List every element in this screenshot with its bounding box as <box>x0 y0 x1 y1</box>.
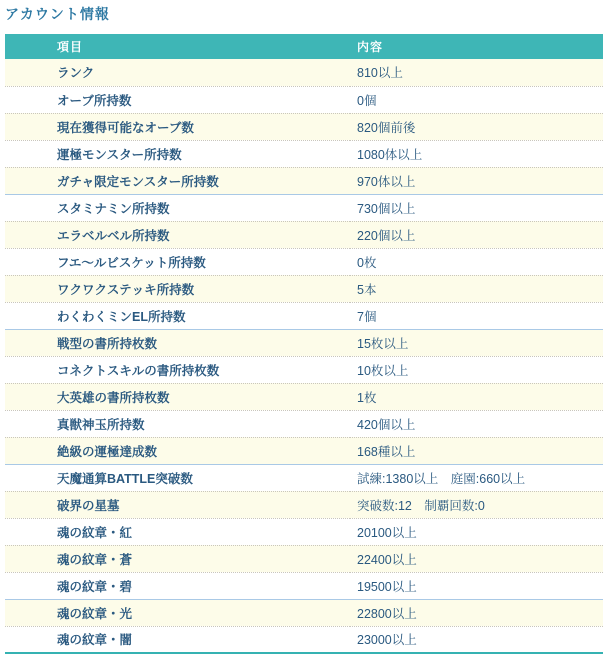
item-label: 大英雄の書所持枚数 <box>57 390 170 405</box>
item-label: 天魔通算BATTLE突破数 <box>57 471 193 486</box>
table-row <box>5 518 603 545</box>
item-label: ワクワクステッキ所持数 <box>57 282 195 297</box>
table-row <box>5 329 603 356</box>
item-label: フエ〜ルビスケット所持数 <box>57 255 206 270</box>
table-row <box>5 383 603 410</box>
table-row <box>5 464 603 491</box>
item-label: ランク <box>57 66 95 81</box>
item-label: 魂の紋章・紅 <box>57 525 133 540</box>
item-value: 19500以上 <box>357 579 417 594</box>
table-row <box>5 302 603 329</box>
table-row <box>5 167 603 194</box>
table-row <box>5 572 603 599</box>
item-value: 0枚 <box>357 255 377 270</box>
item-label: わくわくミンEL所持数 <box>57 309 186 324</box>
table-row <box>5 59 603 86</box>
item-value: 1080体以上 <box>357 147 423 162</box>
table-row <box>5 248 603 275</box>
page-title: アカウント情報 <box>5 6 110 22</box>
item-label: スタミナミン所持数 <box>57 201 170 216</box>
item-value: 15枚以上 <box>357 336 409 351</box>
item-value: 420個以上 <box>357 417 416 432</box>
item-label: オーブ所持数 <box>57 93 132 108</box>
item-label: 戦型の書所持枚数 <box>57 336 158 351</box>
item-value: 970体以上 <box>357 174 416 189</box>
item-value: 5本 <box>357 282 377 297</box>
item-value: 22400以上 <box>357 552 417 567</box>
column-header-item: 項目 <box>5 34 350 59</box>
item-value: 168種以上 <box>357 444 416 459</box>
table-row <box>5 113 603 140</box>
item-label: 魂の紋章・光 <box>57 606 133 621</box>
item-value: 0個 <box>357 93 377 108</box>
item-label: 魂の紋章・蒼 <box>57 552 133 567</box>
table-row <box>5 545 603 572</box>
table-row <box>5 437 603 464</box>
table-row <box>5 275 603 302</box>
item-value: 20100以上 <box>357 525 417 540</box>
item-value: 810以上 <box>357 66 403 81</box>
item-label: 魂の紋章・碧 <box>57 579 133 594</box>
item-value: 突破数:12 制覇回数:0 <box>357 498 485 513</box>
item-label: ガチャ限定モンスター所持数 <box>57 174 219 189</box>
item-value: 10枚以上 <box>357 363 409 378</box>
item-value: 820個前後 <box>357 120 416 135</box>
table-header <box>5 34 603 59</box>
table-row <box>5 194 603 221</box>
table-header-row <box>5 34 603 59</box>
item-label: 運極モンスター所持数 <box>57 147 182 162</box>
table-row <box>5 491 603 518</box>
item-value: 23000以上 <box>357 633 417 648</box>
item-label: 破界の星墓 <box>57 498 120 513</box>
item-value: 220個以上 <box>357 228 416 243</box>
item-label: エラベルベル所持数 <box>57 228 170 243</box>
item-value: 試練:1380以上 庭園:660以上 <box>357 471 526 486</box>
item-label: 現在獲得可能なオーブ数 <box>57 120 194 135</box>
table-row <box>5 356 603 383</box>
column-header-value: 内容 <box>350 34 603 59</box>
item-label: 魂の紋章・闇 <box>57 633 133 648</box>
item-label: 真獣神玉所持数 <box>57 417 145 432</box>
table-body <box>5 59 603 653</box>
table-row <box>5 140 603 167</box>
item-label: コネクトスキルの書所持枚数 <box>57 363 220 378</box>
account-info-table <box>5 34 603 654</box>
table-row <box>5 626 603 653</box>
item-value: 22800以上 <box>357 606 417 621</box>
table-row <box>5 410 603 437</box>
item-value: 730個以上 <box>357 201 416 216</box>
item-value: 7個 <box>357 309 377 324</box>
table-row <box>5 599 603 626</box>
table-row <box>5 221 603 248</box>
item-value: 1枚 <box>357 390 377 405</box>
table-row <box>5 86 603 113</box>
account-info-page <box>0 4 611 654</box>
item-label: 絶級の運極達成数 <box>57 444 158 459</box>
